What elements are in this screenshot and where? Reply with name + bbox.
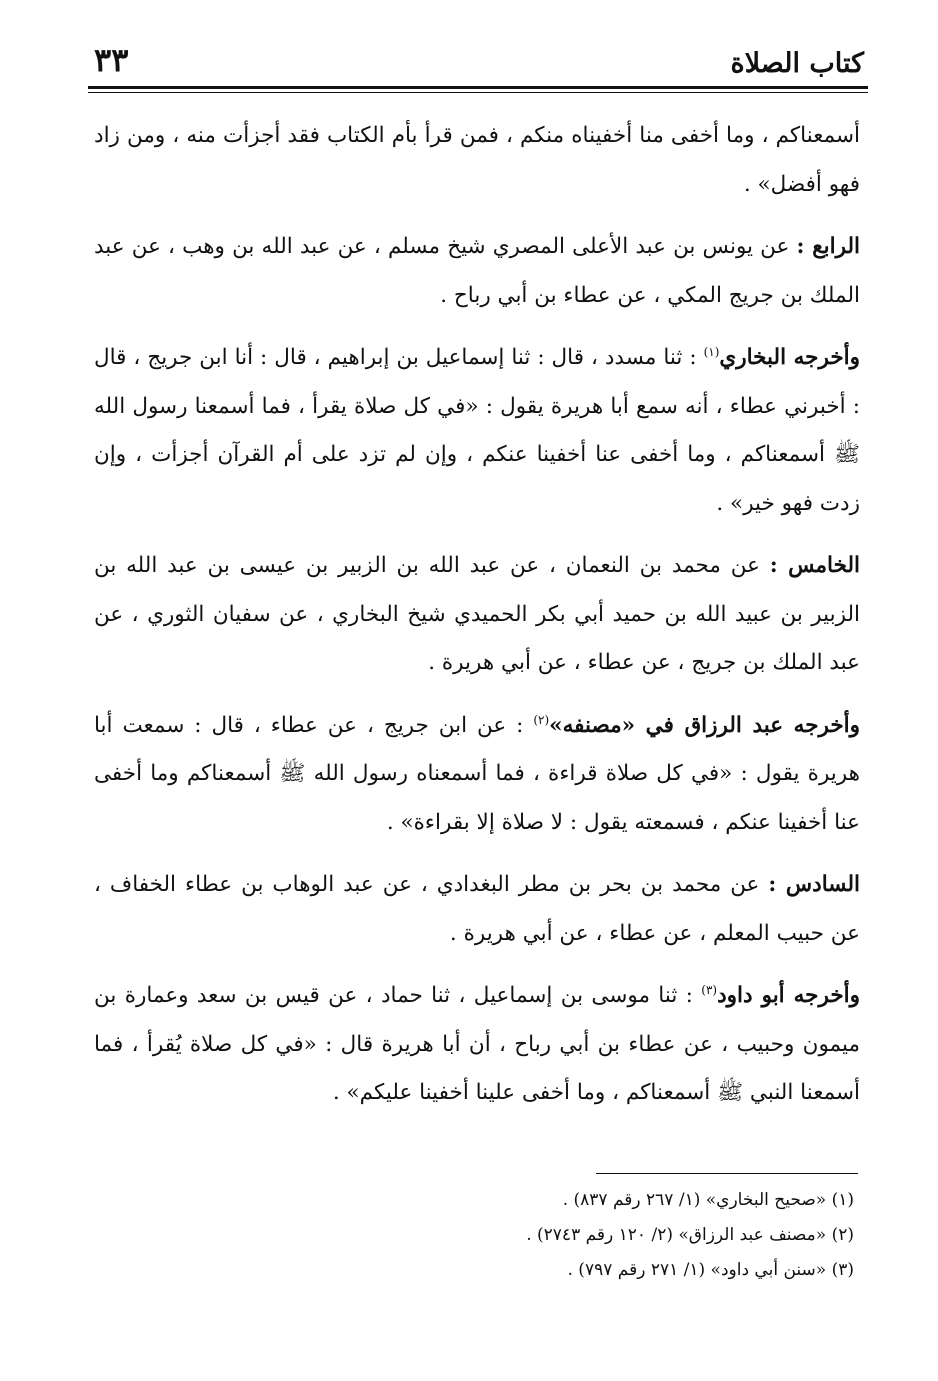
paragraph-lead: الرابع : xyxy=(796,234,860,259)
footnote-ref: (٢) xyxy=(533,712,550,727)
paragraph-lead: وأخرجه أبو داود xyxy=(717,983,860,1008)
paragraph xyxy=(94,223,860,320)
page-number: ٣٣ xyxy=(94,41,129,79)
paragraph xyxy=(94,861,860,958)
paragraph xyxy=(94,542,860,688)
footnote-ref: (١) xyxy=(703,344,720,359)
paragraph-lead: الخامس : xyxy=(769,553,860,578)
footnote-ref: (٣) xyxy=(701,982,718,997)
footnote: (١) «صحيح البخاري» (١/ ٢٦٧ رقم ٨٣٧) . xyxy=(562,1190,854,1210)
paragraph xyxy=(94,702,860,848)
paragraph-lead: وأخرجه البخاري xyxy=(719,345,860,370)
page-header xyxy=(88,40,868,90)
paragraph-text: : ثنا موسى بن إسماعيل ، ثنا حماد ، عن قيس بن سعد وعمارة بن ميمون وحبيب ، عن عطاء بن أبي رباح ، أن أبا هريرة قال : «في كل صلاة يُقرأ ، فما أسمعنا النبي ﷺ أسمعناكم ، وما أخفى علينا أخفينا عليكم» . xyxy=(94,983,860,1105)
paragraph xyxy=(94,334,860,528)
footnote-separator xyxy=(596,1173,858,1174)
footnote: (٣) «سنن أبي داود» (١/ ٢٧١ رقم ٧٩٧) . xyxy=(567,1260,854,1280)
paragraph-text: : ثنا مسدد ، قال : ثنا إسماعيل بن إبراهيم ، قال : أنا ابن جريج ، قال : أخبرني عطاء ، أنه سمع أبا هريرة يقول : «في كل صلاة يقرأ ، فما أسمعنا رسول الله ﷺ أسمعناكم ، وما أخفى عنا أخفينا عنكم ، وإن لم تزد على أم القرآن أجزأت ، وإن زدت فهو خير» . xyxy=(94,345,860,516)
footnote: (٢) «مصنف عبد الرزاق» (٢/ ١٢٠ رقم ٢٧٤٣) . xyxy=(526,1225,854,1245)
paragraph-lead: السادس : xyxy=(768,872,860,897)
paragraph-text: عن يونس بن عبد الأعلى المصري شيخ مسلم ، عن عبد الله بن وهب ، عن عبد الملك بن جريج المكي ، عن عطاء بن أبي رباح . xyxy=(94,234,860,308)
paragraph xyxy=(94,112,860,209)
header-rule-thin xyxy=(88,92,868,93)
paragraph-lead: وأخرجه عبد الرزاق في «مصنفه» xyxy=(549,712,860,738)
paragraph-text: عن محمد بن النعمان ، عن عبد الله بن الزبير بن عيسى بن عبد الله بن الزبير بن عبيد الله بن حميد أبي بكر الحميدي شيخ البخاري ، عن سفيان الثوري ، عن عبد الملك بن جريج ، عن عطاء ، عن أبي هريرة . xyxy=(94,553,860,675)
footnotes xyxy=(354,1183,854,1288)
chapter-title: كتاب الصلاة xyxy=(730,48,864,79)
paragraph xyxy=(94,972,860,1118)
paragraph-text: عن محمد بن بحر بن مطر البغدادي ، عن عبد الوهاب بن عطاء الخفاف ، عن حبيب المعلم ، عن عطاء ، عن أبي هريرة . xyxy=(94,872,860,946)
paragraph-text: أسمعناكم ، وما أخفى منا أخفيناه منكم ، فمن قرأ بأم الكتاب فقد أجزأت منه ، ومن زاد فهو أفضل» . xyxy=(94,123,860,197)
body-text xyxy=(94,112,860,1118)
paragraph-text: : عن ابن جريج ، عن عطاء ، قال : سمعت أبا هريرة يقول : «في كل صلاة قراءة ، فما أسمعناه رسول الله ﷺ أسمعناكم وما أخفى عنا أخفينا عنكم ، فسمعته يقول : لا صلاة إلا بقراءة» . xyxy=(94,712,860,835)
header-rule-thick xyxy=(88,86,868,89)
